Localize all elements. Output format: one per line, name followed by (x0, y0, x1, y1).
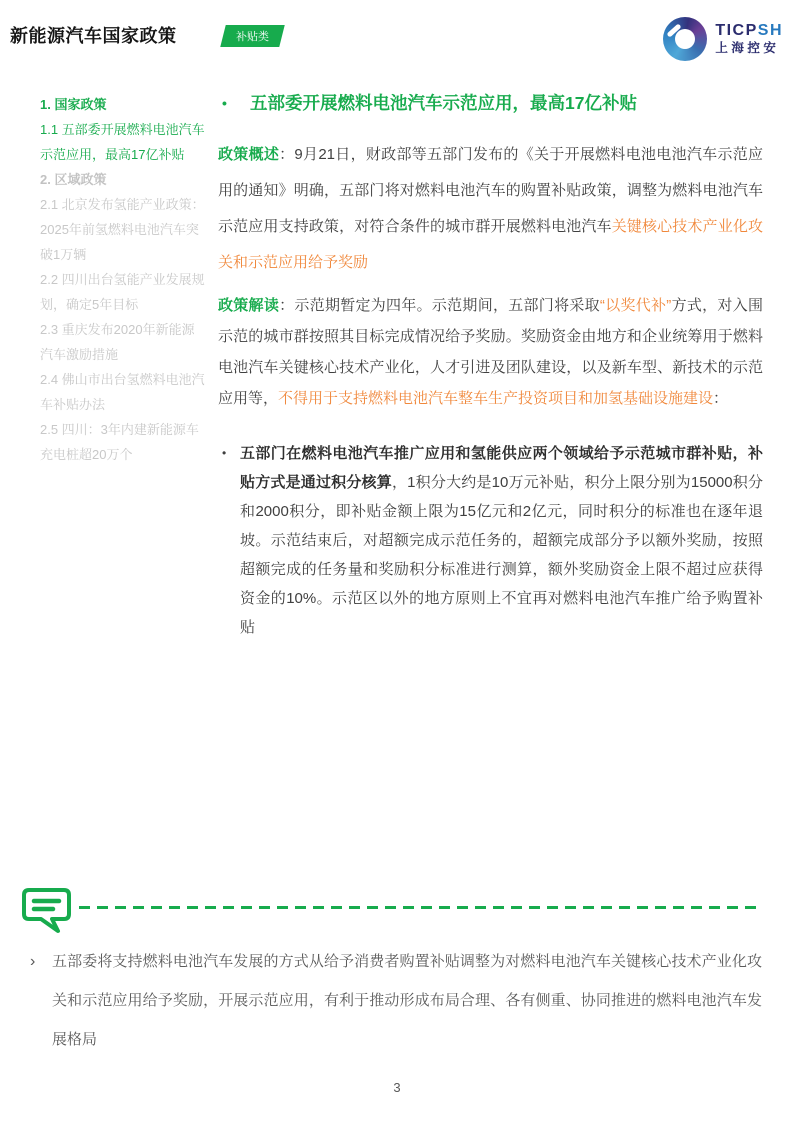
logo-text (715, 22, 783, 55)
comment-bubble-icon (20, 886, 74, 934)
bullet-icon: • (222, 446, 227, 460)
page-title: 新能源汽车国家政策 (10, 26, 177, 46)
detail-bold-text: 五部门在燃料电池汽车推广应用和氢能供应两个领域给予示范城市群补贴，补贴方式是通过积分核算 (240, 445, 763, 491)
interpretation-label: 政策解读 (218, 297, 280, 314)
page-number: 3 (393, 1080, 401, 1095)
toc-item-regional-policy[interactable]: 2. 区域政策 (40, 172, 107, 187)
interpretation-text-1: ：示范期暂定为四年。示范期间，五部门将采取 (279, 297, 600, 314)
interpretation-highlight-2: 不得用于支持燃料电池汽车整车生产投资项目和加氢基础设施建设 (278, 390, 714, 407)
table-of-contents (40, 92, 206, 467)
policy-interpretation-paragraph (218, 290, 763, 414)
article-title (218, 91, 763, 115)
toc-item-2-5-sichuan-chargers[interactable]: 2.5 四川：3年内建新能源车充电桩超20万个 (40, 422, 199, 462)
logo-swirl-icon (663, 17, 707, 61)
policy-overview-paragraph (218, 137, 763, 281)
category-badge (220, 25, 284, 47)
dashed-divider (79, 906, 760, 909)
overview-text: ：9月21日，财政部等五部门发布的《关于开展燃料电池电池汽车示范应用的通知》明确，五部门将对燃料电池汽车的购置补贴政策，调整为燃料电池汽车示范应用支持政策，对符合条件的城市群开展燃料电池汽车 (218, 146, 763, 235)
category-badge-label: 补贴类 (236, 31, 269, 43)
summary-note-text: 五部委将支持燃料电池汽车发展的方式从给予消费者购置补贴调整为对燃料电池汽车关键核心技术产业化攻关和示范应用给予奖励，开展示范应用，有利于推动形成布局合理、各有侧重、协同推进的燃料电池汽车发展格局 (52, 953, 762, 1048)
detail-bullet-paragraph (218, 439, 763, 642)
toc-item-2-2-sichuan-plan[interactable]: 2.2 四川出台氢能产业发展规划，确定5年目标 (40, 272, 205, 312)
toc-item-2-1-beijing[interactable]: 2.1 北京发布氢能产业政策：2025年前氢燃料电池汽车突破1万辆 (40, 197, 205, 262)
interpretation-highlight-1: “以奖代补” (599, 297, 672, 314)
interpretation-text-2: 方式，对入围示范的城市群按照其目标完成情况给予奖励。奖励资金由地方和企业统筹用于燃料电池汽车关键核心技术产业化，人才引进及团队建设，以及新车型、新技术的示范应用等， (218, 297, 763, 407)
overview-highlight: 关键核心技术产业化攻关和示范应用给予奖励 (218, 218, 763, 271)
logo-subtitle: 上海控安 (715, 40, 780, 55)
main-content (218, 91, 763, 642)
logo-name-part1: TICP (715, 22, 758, 40)
logo-name (715, 22, 783, 40)
bullet-icon: • (222, 95, 227, 111)
toc-item-2-3-chongqing[interactable]: 2.3 重庆发布2020年新能源汽车激励措施 (40, 322, 195, 362)
interpretation-text-3: ： (713, 390, 729, 407)
article-title-text: 五部委开展燃料电池汽车示范应用，最高17亿补贴 (250, 93, 637, 113)
toc-item-national-policy[interactable]: 1. 国家政策 (40, 97, 107, 112)
logo (663, 17, 783, 61)
toc-item-2-4-foshan[interactable]: 2.4 佛山市出台氢燃料电池汽车补贴办法 (40, 372, 205, 412)
summary-note (30, 942, 762, 1059)
toc-item-1-1-fuel-cell-demo[interactable]: 1.1 五部委开展燃料电池汽车示范应用，最高17亿补贴 (40, 122, 205, 162)
logo-name-part2: SH (757, 22, 783, 40)
note-arrow-icon: › (30, 953, 36, 970)
overview-label: 政策概述 (218, 146, 280, 163)
detail-text: ，1积分大约是10万元补贴，积分上限分别为15000积分和2000积分，即补贴金额上限为15亿元和2亿元，同时积分的标准也在逐年退坡。示范结束后，对超额完成示范任务的，超额完成部分予以额外奖励，按照超额完成的任务量和奖励积分标准进行测算，额外奖励资金上限不超过应获得资金的10%。示范区以外的地方原则上不宜再对燃料电池汽车推广给予购置补贴 (240, 474, 763, 636)
